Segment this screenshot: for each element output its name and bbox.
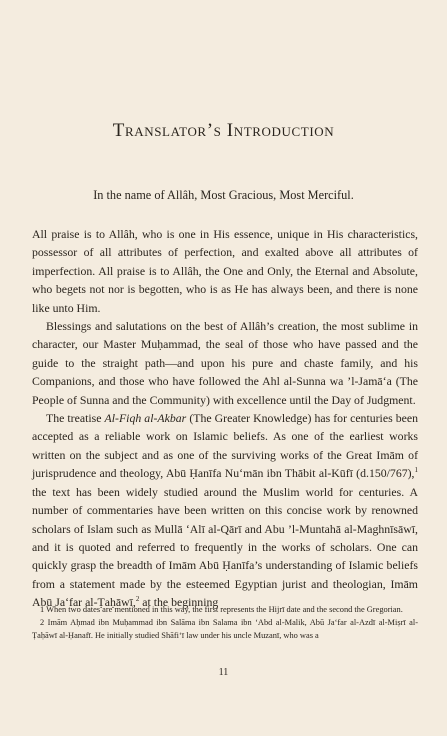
page-number: 11 xyxy=(218,667,229,678)
footnote-1: 1 When two dates are mentioned in this way, the first represents the Hijrī date and the second the Gregorian. xyxy=(40,605,403,614)
paragraph-3-mid2: the text has been widely studied around the Muslim world for centuries. A number of commentaries have been written on this concise work by renowned scholars of Islam such as Mullā ‘Alī al-Qārī and Abu ’l-Muntahā al-Maghnīsāwī, and it is quoted and referred to frequently in the works of scholars. One can quickly grasp the breadth of Imām Abū Ḥanīfa’s understanding of Islamic beliefs from a statement made by the esteemed Egyptian jurist and theologian, Imām Abū Ja‘far al-Ṭaḥāwī, xyxy=(32,484,418,610)
paragraph-3-mid1: (The Greater Knowledge) has for centuries been accepted as a reliable work on Islamic beliefs. As one of the earliest works written on the subject and as one of the surviving works of the Great Imām of jurisprudence and theology, Abū Ḥanīfa Nu‘mān ibn Thābit al-Kūfī (d.150/767), xyxy=(32,411,418,481)
main-text xyxy=(32,225,418,612)
paragraph-2: Blessings and salutations on the best of Allâh’s creation, the most sublime in character, our Master Muḥammad, the seal of those who have passed and the guide to the straight path—and upon his pure and chaste family, and his Companions, and those who have followed the Ahl al-Sunna wa ’l-Jamā‘a (The People of Sunna and the Community) with excellence until the Day of Judgment. xyxy=(32,319,418,407)
paragraph-3 xyxy=(32,409,418,611)
basmala-line: In the name of Allâh, Most Gracious, Most Merciful. xyxy=(93,188,354,202)
footnote-ref-1[interactable]: 1 xyxy=(414,466,418,475)
chapter-title: Translator’s Introduction xyxy=(112,120,335,141)
footnotes xyxy=(32,603,418,642)
book-title-italic: Al-Fiqh al-Akbar xyxy=(104,411,187,426)
paragraph-3-tail: at the beginning xyxy=(139,595,219,610)
paragraph-3-lead: The treatise xyxy=(46,411,105,426)
paragraph-1: All praise is to Allâh, who is one in His essence, unique in His characteristics, possessor of all attributes of perfection, and exalted above all attributes of imperfection. All praise is to Allâh, the One and Only, the Eternal and Absolute, who begets not nor is begotten, who is as He has always been, and there is none like unto Him. xyxy=(32,227,418,315)
footnote-ref-2[interactable]: 2 xyxy=(135,595,140,604)
footnote-2: 2 Imām Aḥmad ibn Muḥammad ibn Salāma ibn Salama ibn ‘Abd al-Malik, Abū Ja‘far al-Azdī al-Miṣrī al-Ṭaḥāwī al-Ḥanafī. He initially studied Shāfi‘ī law under his uncle Muzanī, who was a xyxy=(32,618,418,640)
